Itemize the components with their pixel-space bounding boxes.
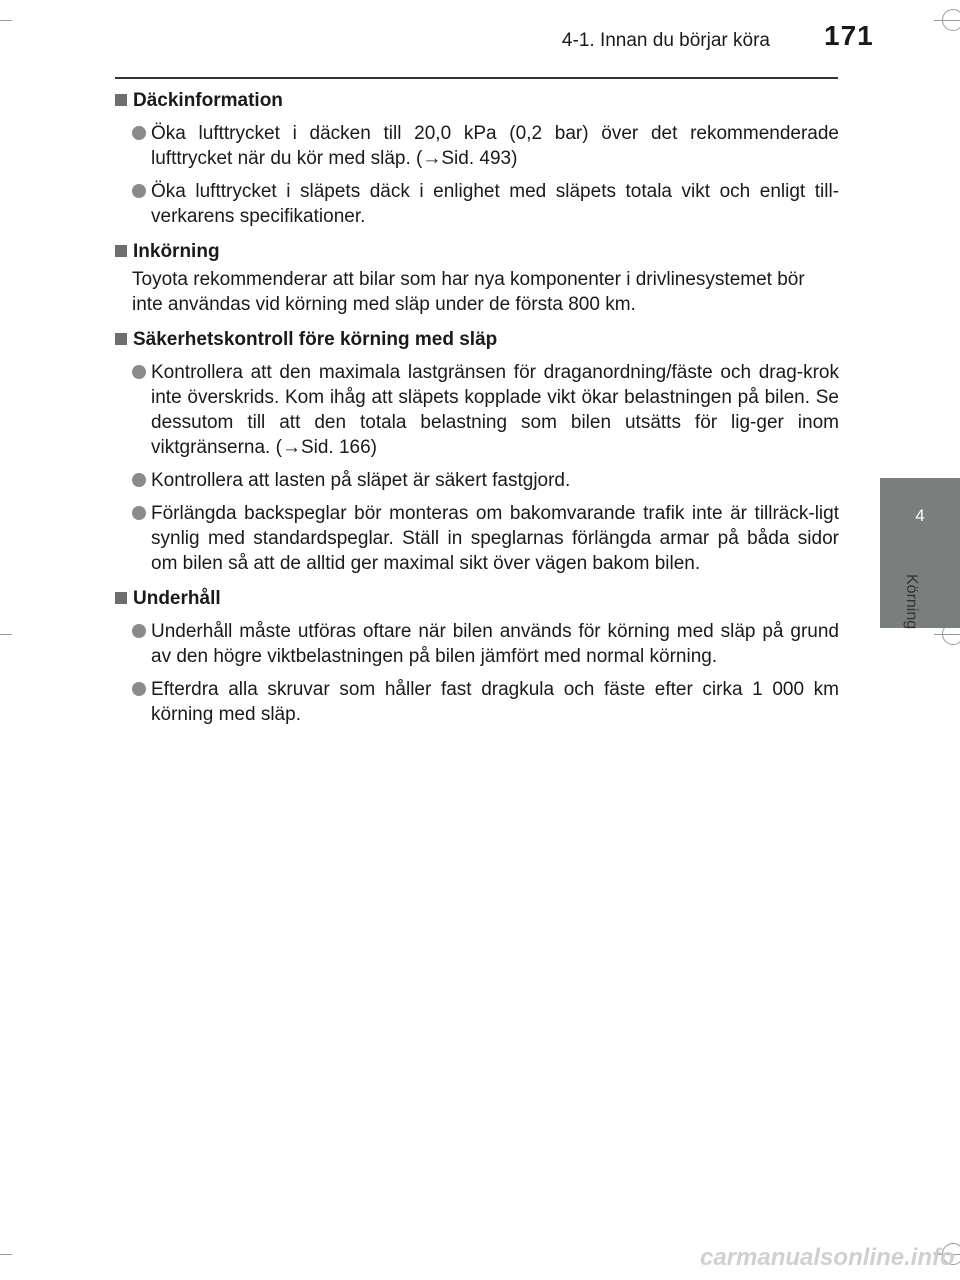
heading-text: Säkerhetskontroll före körning med släp — [133, 329, 498, 350]
list-item-text: Förlängda backspeglar bör monteras om bakomvarande trafik inte är tillräck-ligt synlig med standardspeglar. Ställ in speglarnas förlängda armar på båda sidor om bilen så att de alltid ger maximal sikt över vägen bakom bilen. — [151, 503, 839, 574]
circle-bullet-icon — [132, 473, 146, 487]
circle-bullet-icon — [132, 184, 146, 198]
list-item — [132, 360, 839, 460]
list-item — [132, 501, 839, 576]
section-heading — [115, 88, 839, 113]
heading-text: Däckinformation — [133, 90, 283, 111]
crop-mark — [0, 1254, 12, 1255]
section-heading — [115, 327, 839, 352]
square-bullet-icon — [115, 94, 127, 106]
circle-bullet-icon — [132, 506, 146, 520]
list-item — [132, 468, 839, 493]
list-item-text: Kontrollera att lasten på släpet är säkert fastgjord. — [151, 470, 571, 491]
paragraph: Toyota rekommenderar att bilar som har nya komponenter i drivlinesystemet bör inte användas vid körning med släp under de första 800 km. — [132, 269, 805, 315]
list-item-text: Öka lufttrycket i släpets däck i enlighet med släpets totala vikt och enligt till-verkarens specifikationer. — [151, 181, 839, 227]
heading-text: Underhåll — [133, 588, 221, 609]
list-item-text: Kontrollera att den maximala lastgränsen för draganordning/fäste och drag-krok inte överskrids. Kom ihåg att släpets kopplade vikt ökar belastningen på bilen. Se dessutom till att den totala belastning som bilen utsätts för lig-ger inom viktgränserna. (→Sid. 166) — [151, 362, 839, 458]
list-item — [132, 121, 839, 171]
crop-mark — [0, 634, 12, 635]
section-heading — [115, 239, 839, 264]
section-title: 4-1. Innan du börjar köra — [561, 30, 770, 51]
chapter-caption: Körning — [903, 574, 920, 630]
list-item — [132, 619, 839, 669]
square-bullet-icon — [115, 592, 127, 604]
crop-mark — [934, 634, 960, 635]
list-item-text: Underhåll måste utföras oftare när bilen används för körning med släp på grund av den högre viktbelastningen på bilen jämfört med normal körning. — [151, 621, 839, 667]
square-bullet-icon — [115, 245, 127, 257]
page-content — [115, 88, 839, 727]
heading-text: Inkörning — [133, 241, 220, 262]
list-item — [132, 677, 839, 727]
circle-bullet-icon — [132, 682, 146, 696]
circle-bullet-icon — [132, 624, 146, 638]
list-item-text: Efterdra alla skruvar som håller fast dragkula och fäste efter cirka 1 000 km körning med släp. — [151, 679, 839, 725]
page-number: 171 — [824, 20, 874, 51]
list-item-text: Öka lufttrycket i däcken till 20,0 kPa (0,2 bar) över det rekommenderade lufttrycket när du kör med släp. (→Sid. 493) — [151, 123, 839, 169]
circle-bullet-icon — [132, 126, 146, 140]
chapter-number: 4 — [915, 506, 925, 525]
list-item — [132, 179, 839, 229]
page-header — [0, 0, 960, 64]
section-heading — [115, 586, 839, 611]
square-bullet-icon — [115, 333, 127, 345]
header-rule — [115, 77, 838, 79]
watermark: carmanualsonline.info — [700, 1244, 955, 1271]
circle-bullet-icon — [132, 365, 146, 379]
